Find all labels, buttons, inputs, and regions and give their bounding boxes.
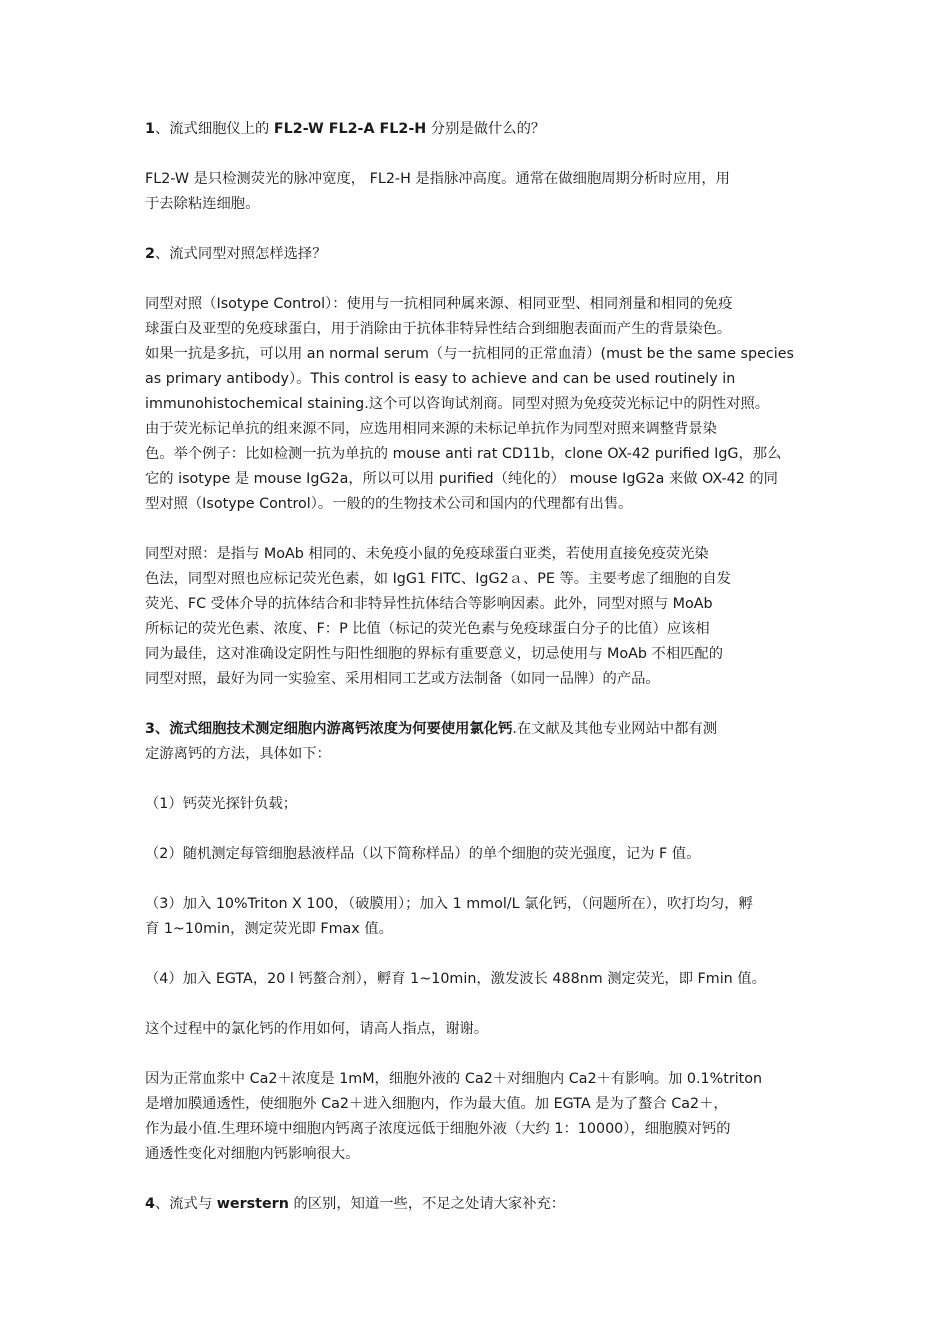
question-2-paragraph-1 — [145, 292, 811, 517]
text-line: 这个过程中的氯化钙的作用如何，请高人指点，谢谢。 — [145, 1021, 489, 1037]
text-line: 如果一抗是多抗，可以用 an normal serum（与一抗相同的正常血清）(must be the same species — [145, 346, 794, 362]
text-line: 它的 isotype 是 mouse IgG2a，所以可以用 purified（纯化的） mouse IgG2a 来做 OX-42 的同 — [145, 471, 778, 487]
step-4 — [145, 967, 811, 992]
text-line: FL2-W 是只检测荧光的脉冲宽度， FL2-H 是指脉冲高度。通常在做细胞周期分析时应用，用 — [145, 171, 730, 187]
text-line: 色法，同型对照也应标记荧光色素，如 IgG1 FITC、IgG2ａ、PE 等。主要考虑了细胞的自发 — [145, 571, 732, 587]
question-2-heading — [145, 242, 811, 267]
text-line: 同型对照：是指与 MoAb 相同的、未免疫小鼠的免疫球蛋白亚类，若使用直接免疫荧光染 — [145, 546, 709, 562]
question-number: 1 — [145, 121, 155, 137]
question-4-heading — [145, 1192, 811, 1217]
text-line: 育 1~10min，测定荧光即 Fmax 值。 — [145, 921, 393, 937]
text-line: （2）随机测定每管细胞悬液样品（以下简称样品）的单个细胞的荧光强度，记为 F 值。 — [145, 846, 701, 862]
question-text: 分别是做什么的？ — [426, 121, 546, 137]
text-line: as primary antibody）。This control is easy to achieve and can be used routinely in — [145, 371, 736, 387]
text-line: 型对照（Isotype Control）。一般的的生物技术公司和国内的代理都有出售。 — [145, 496, 633, 512]
text-line: 同为最佳，这对准确设定阴性与阳性细胞的界标有重要意义，切忌使用与 MoAb 不相匹配的 — [145, 646, 724, 662]
question-text: 、流式同型对照怎样选择？ — [154, 246, 327, 262]
text-line: （1）钙荧光探针负载； — [145, 796, 298, 812]
text-line: 同型对照（Isotype Control）：使用与一抗相同种属来源、相同亚型、相同剂量和相同的免疫 — [145, 296, 733, 312]
question-1-heading — [145, 117, 811, 142]
text-line: 球蛋白及亚型的免疫球蛋白，用于消除由于抗体非特异性结合到细胞表面而产生的背景染色。 — [145, 321, 732, 337]
question-2-paragraph-2 — [145, 542, 811, 692]
text-line: 是增加膜通透性，使细胞外 Ca2＋进入细胞内，作为最大值。加 EGTA 是为了螯合 Ca2＋， — [145, 1096, 728, 1112]
text-line: 色。举个例子：比如检测一抗为单抗的 mouse anti rat CD11b，clone OX-42 purified IgG，那么 — [145, 446, 782, 462]
question-3-answer — [145, 1067, 811, 1167]
question-3-question — [145, 1017, 811, 1042]
text-line: 同型对照，最好为同一实验室、采用相同工艺或方法制备（如同一品牌）的产品。 — [145, 671, 660, 687]
question-text: .在文献及其他专业网站中都有测 — [512, 721, 718, 737]
question-3-heading — [145, 717, 811, 767]
text-line: 于去除粘连细胞。 — [145, 196, 260, 212]
text-line: immunohistochemical staining.这个可以咨询试剂商。同型对照为免疫荧光标记中的阴性对照。 — [145, 396, 770, 412]
document-page — [145, 117, 811, 1242]
question-number: 4 — [145, 1196, 155, 1212]
text-line: 作为最小值.生理环境中细胞内钙离子浓度远低于细胞外液（大约 1：10000），细胞膜对钙的 — [145, 1121, 731, 1137]
text-line: 由于荧光标记单抗的组来源不同，应选用相同来源的未标记单抗作为同型对照来调整背景染 — [145, 421, 717, 437]
step-2 — [145, 842, 811, 867]
question-1-answer — [145, 167, 811, 217]
text-line: （4）加入 EGTA，20 l 钙螯合剂），孵育 1~10min，激发波长 488nm 测定荧光，即 Fmin 值。 — [145, 971, 766, 987]
text-line: 通透性变化对细胞内钙影响很大。 — [145, 1146, 360, 1162]
text-line: 荧光、FC 受体介导的抗体结合和非特异性抗体结合等影响因素。此外，同型对照与 MoAb — [145, 596, 713, 612]
text-line — [145, 717, 811, 742]
text-line: 所标记的荧光色素、浓度、F：P 比值（标记的荧光色素与免疫球蛋白分子的比值）应该相 — [145, 621, 710, 637]
text-line: （3）加入 10%Triton X 100，（破膜用）；加入 1 mmol/L 氯化钙，（问题所在），吹打均匀，孵 — [145, 896, 753, 912]
question-text: 、流式与 — [154, 1196, 217, 1212]
question-text: 、流式细胞技术测定细胞内游离钙浓度为何要使用氯化钙 — [154, 721, 513, 737]
step-1 — [145, 792, 811, 817]
question-number: 2 — [145, 246, 155, 262]
question-keyword: werstern — [216, 1196, 289, 1212]
question-number: 3 — [145, 721, 155, 737]
step-3 — [145, 892, 811, 942]
question-keywords: FL2-W FL2-A FL2-H — [273, 121, 427, 137]
question-text: 、流式细胞仪上的 — [154, 121, 274, 137]
question-text: 的区别，知道一些，不足之处请大家补充： — [288, 1196, 566, 1212]
text-line: 因为正常血浆中 Ca2＋浓度是 1mM，细胞外液的 Ca2＋对细胞内 Ca2＋有影响。加 0.1%triton — [145, 1071, 763, 1087]
text-line: 定游离钙的方法，具体如下： — [145, 746, 331, 762]
